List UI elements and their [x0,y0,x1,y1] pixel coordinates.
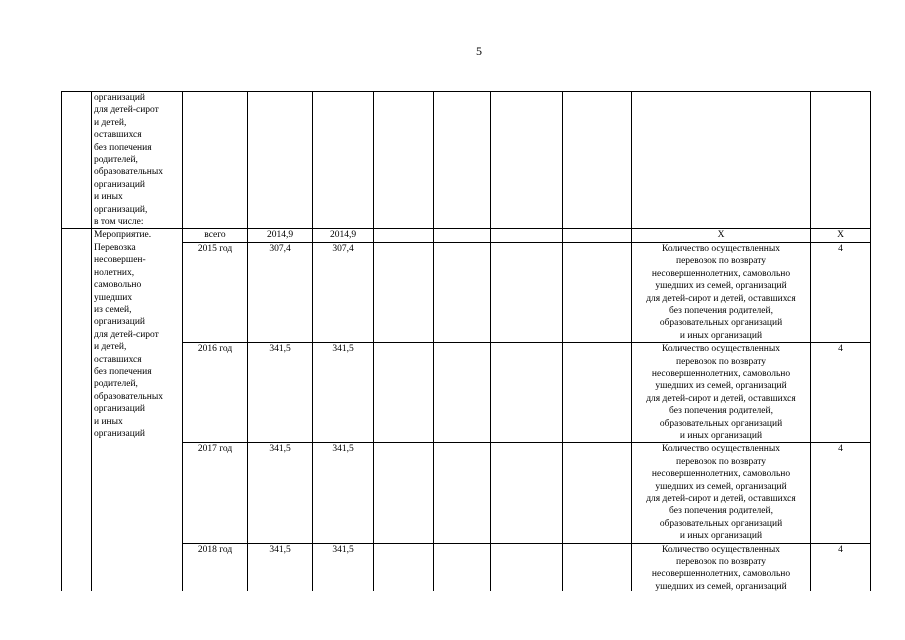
empty-cell [563,343,632,443]
indicator-value-cell: 4 [811,343,871,443]
empty-cell [434,229,491,242]
empty-cell [434,443,491,543]
program-table [61,91,871,591]
empty-cell [563,443,632,543]
empty-cell [434,92,491,229]
indicator-cell: Количество осуществленных перевозок по возврату несовершеннолетних, самовольно ушедших из семей, организаций для детей-сирот и детей, оставшихся без попечения родителей, образовательных организаций и иных организаций [632,443,811,543]
indicator-value-cell: 4 [811,543,871,591]
indicator-value-cell: 4 [811,242,871,342]
empty-cell [491,443,563,543]
table-row [62,229,871,242]
empty-cell [374,242,434,342]
period-cell: 2018 год [183,543,248,591]
empty-cell [811,92,871,229]
total-amount-cell: 341,5 [248,443,313,543]
indicator-value-cell: 4 [811,443,871,543]
budget-amount-cell: 2014,9 [313,229,374,242]
empty-cell [374,543,434,591]
budget-amount-cell: 341,5 [313,443,374,543]
indicator-cell: Количество осуществленных перевозок по возврату несовершеннолетних, самовольно ушедших из семей, организаций для детей-сирот и детей, оставшихся без попечения родителей, образовательных организаций и иных организаций [632,343,811,443]
period-cell: 2015 год [183,242,248,342]
table-row [62,242,871,342]
row-number-cell [62,92,92,229]
budget-amount-cell: 341,5 [313,343,374,443]
budget-amount-cell: 341,5 [313,543,374,591]
empty-cell [491,242,563,342]
empty-cell [313,92,374,229]
table-row [62,343,871,443]
empty-cell [374,443,434,543]
period-cell: 2017 год [183,443,248,543]
empty-cell [491,92,563,229]
row-number-cell [62,229,92,591]
empty-cell [434,242,491,342]
empty-cell [434,543,491,591]
activity-name-cell [92,92,183,229]
empty-cell [563,543,632,591]
table-row [62,543,871,591]
activity-name-cell [92,229,183,591]
empty-cell [632,92,811,229]
empty-cell [491,543,563,591]
total-amount-cell: 2014,9 [248,229,313,242]
empty-cell [183,92,248,229]
activity-name: организаций для детей-сирот и детей, оставшихся без попечения родителей, образовательных организаций и иных организаций, в том числе: [94,93,163,228]
budget-amount-cell: 307,4 [313,242,374,342]
table-row [62,92,871,229]
empty-cell [374,343,434,443]
indicator-cell: X [632,229,811,242]
activity-name: Мероприятие. Перевозка несовершен- нолетних, самовольно ушедших из семей, организаций для детей-сирот и детей, оставшихся без попечения родителей, образовательных организаций и иных организаций [94,230,163,439]
total-amount-cell: 341,5 [248,543,313,591]
empty-cell [563,242,632,342]
period-cell: всего [183,229,248,242]
indicator-value-cell: X [811,229,871,242]
page-number: 5 [476,44,482,58]
total-amount-cell: 307,4 [248,242,313,342]
empty-cell [374,92,434,229]
period-cell: 2016 год [183,343,248,443]
empty-cell [248,92,313,229]
empty-cell [374,229,434,242]
empty-cell [434,343,491,443]
empty-cell [491,229,563,242]
empty-cell [563,92,632,229]
empty-cell [491,343,563,443]
empty-cell [563,229,632,242]
indicator-cell: Количество осуществленных перевозок по возврату несовершеннолетних, самовольно ушедших из семей, организаций [632,543,811,591]
total-amount-cell: 341,5 [248,343,313,443]
table-row [62,443,871,543]
indicator-cell: Количество осуществленных перевозок по возврату несовершеннолетних, самовольно ушедших из семей, организаций для детей-сирот и детей, оставшихся без попечения родителей, образовательных организаций и иных организаций [632,242,811,342]
